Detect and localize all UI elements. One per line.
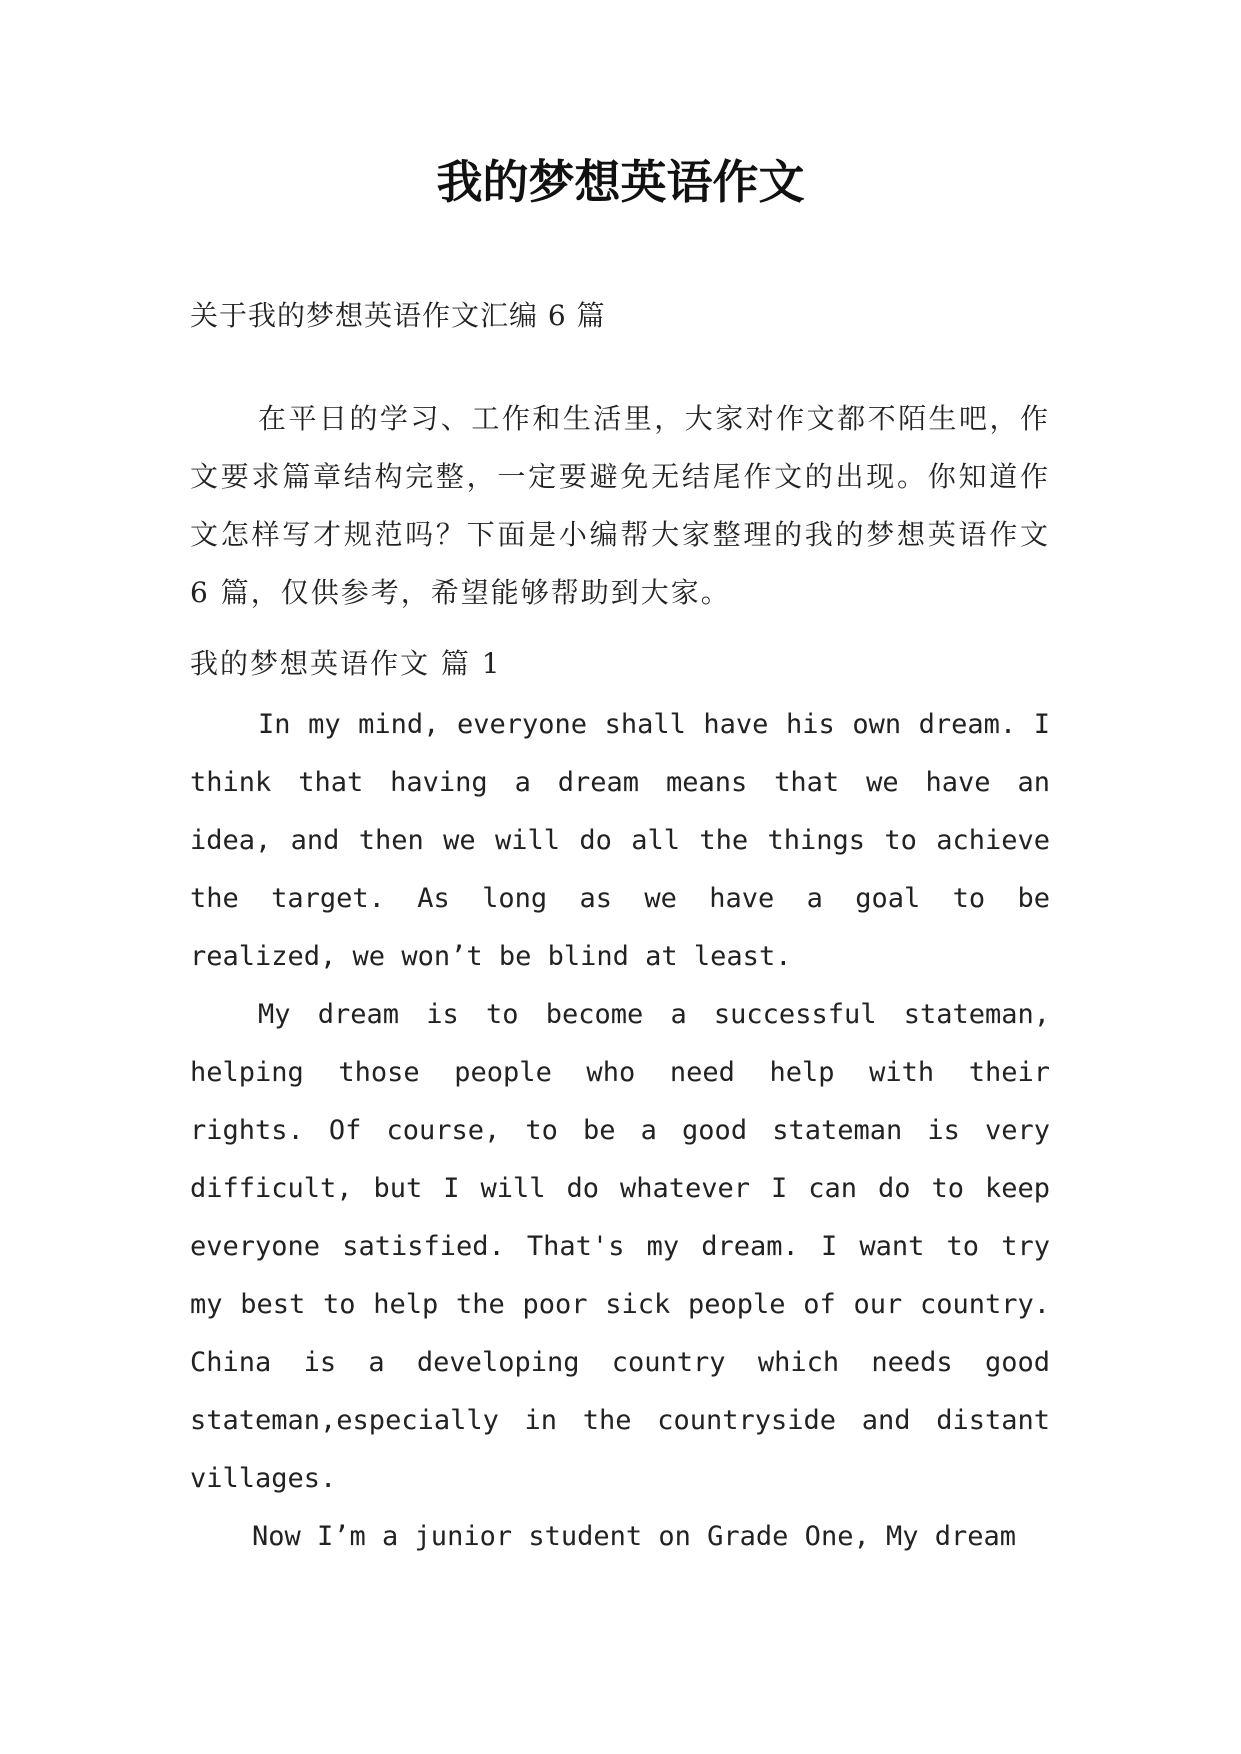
paragraph-1: In my mind, everyone shall have his own dream. I think that having a dream means that we have an idea, and then we will do all the things to achieve the target. As long as we have a goal to be realized, we won’t be blind at least. [190,709,1050,972]
document-title: 我的梦想英语作文 [436,155,805,209]
paragraph-3: Now I’m a junior student on Grade One, My dream [252,1521,1017,1552]
intro-paragraph: 在平日的学习、工作和生活里，大家对作文都不陌生吧，作文要求篇章结构完整，一定要避免无结尾作文的出现。你知道作文怎样写才规范吗？下面是小编帮大家整理的我的梦想英语作文 6 篇，仅供参考，希望能够帮助到大家。 [190,402,1050,609]
document-subtitle: 关于我的梦想英语作文汇编 6 篇 [190,299,606,332]
section-heading: 我的梦想英语作文 篇 1 [190,647,502,680]
paragraph-2: My dream is to become a successful stateman, helping those people who need help with their rights. Of course, to be a good stateman is very difficult, but I will do whatever I can do to keep everyone satisfied. That's my dream. I want to try my best to help the poor sick people of our country. China is a developing country which needs good stateman,especially in the countryside and distant villages. [190,999,1050,1494]
